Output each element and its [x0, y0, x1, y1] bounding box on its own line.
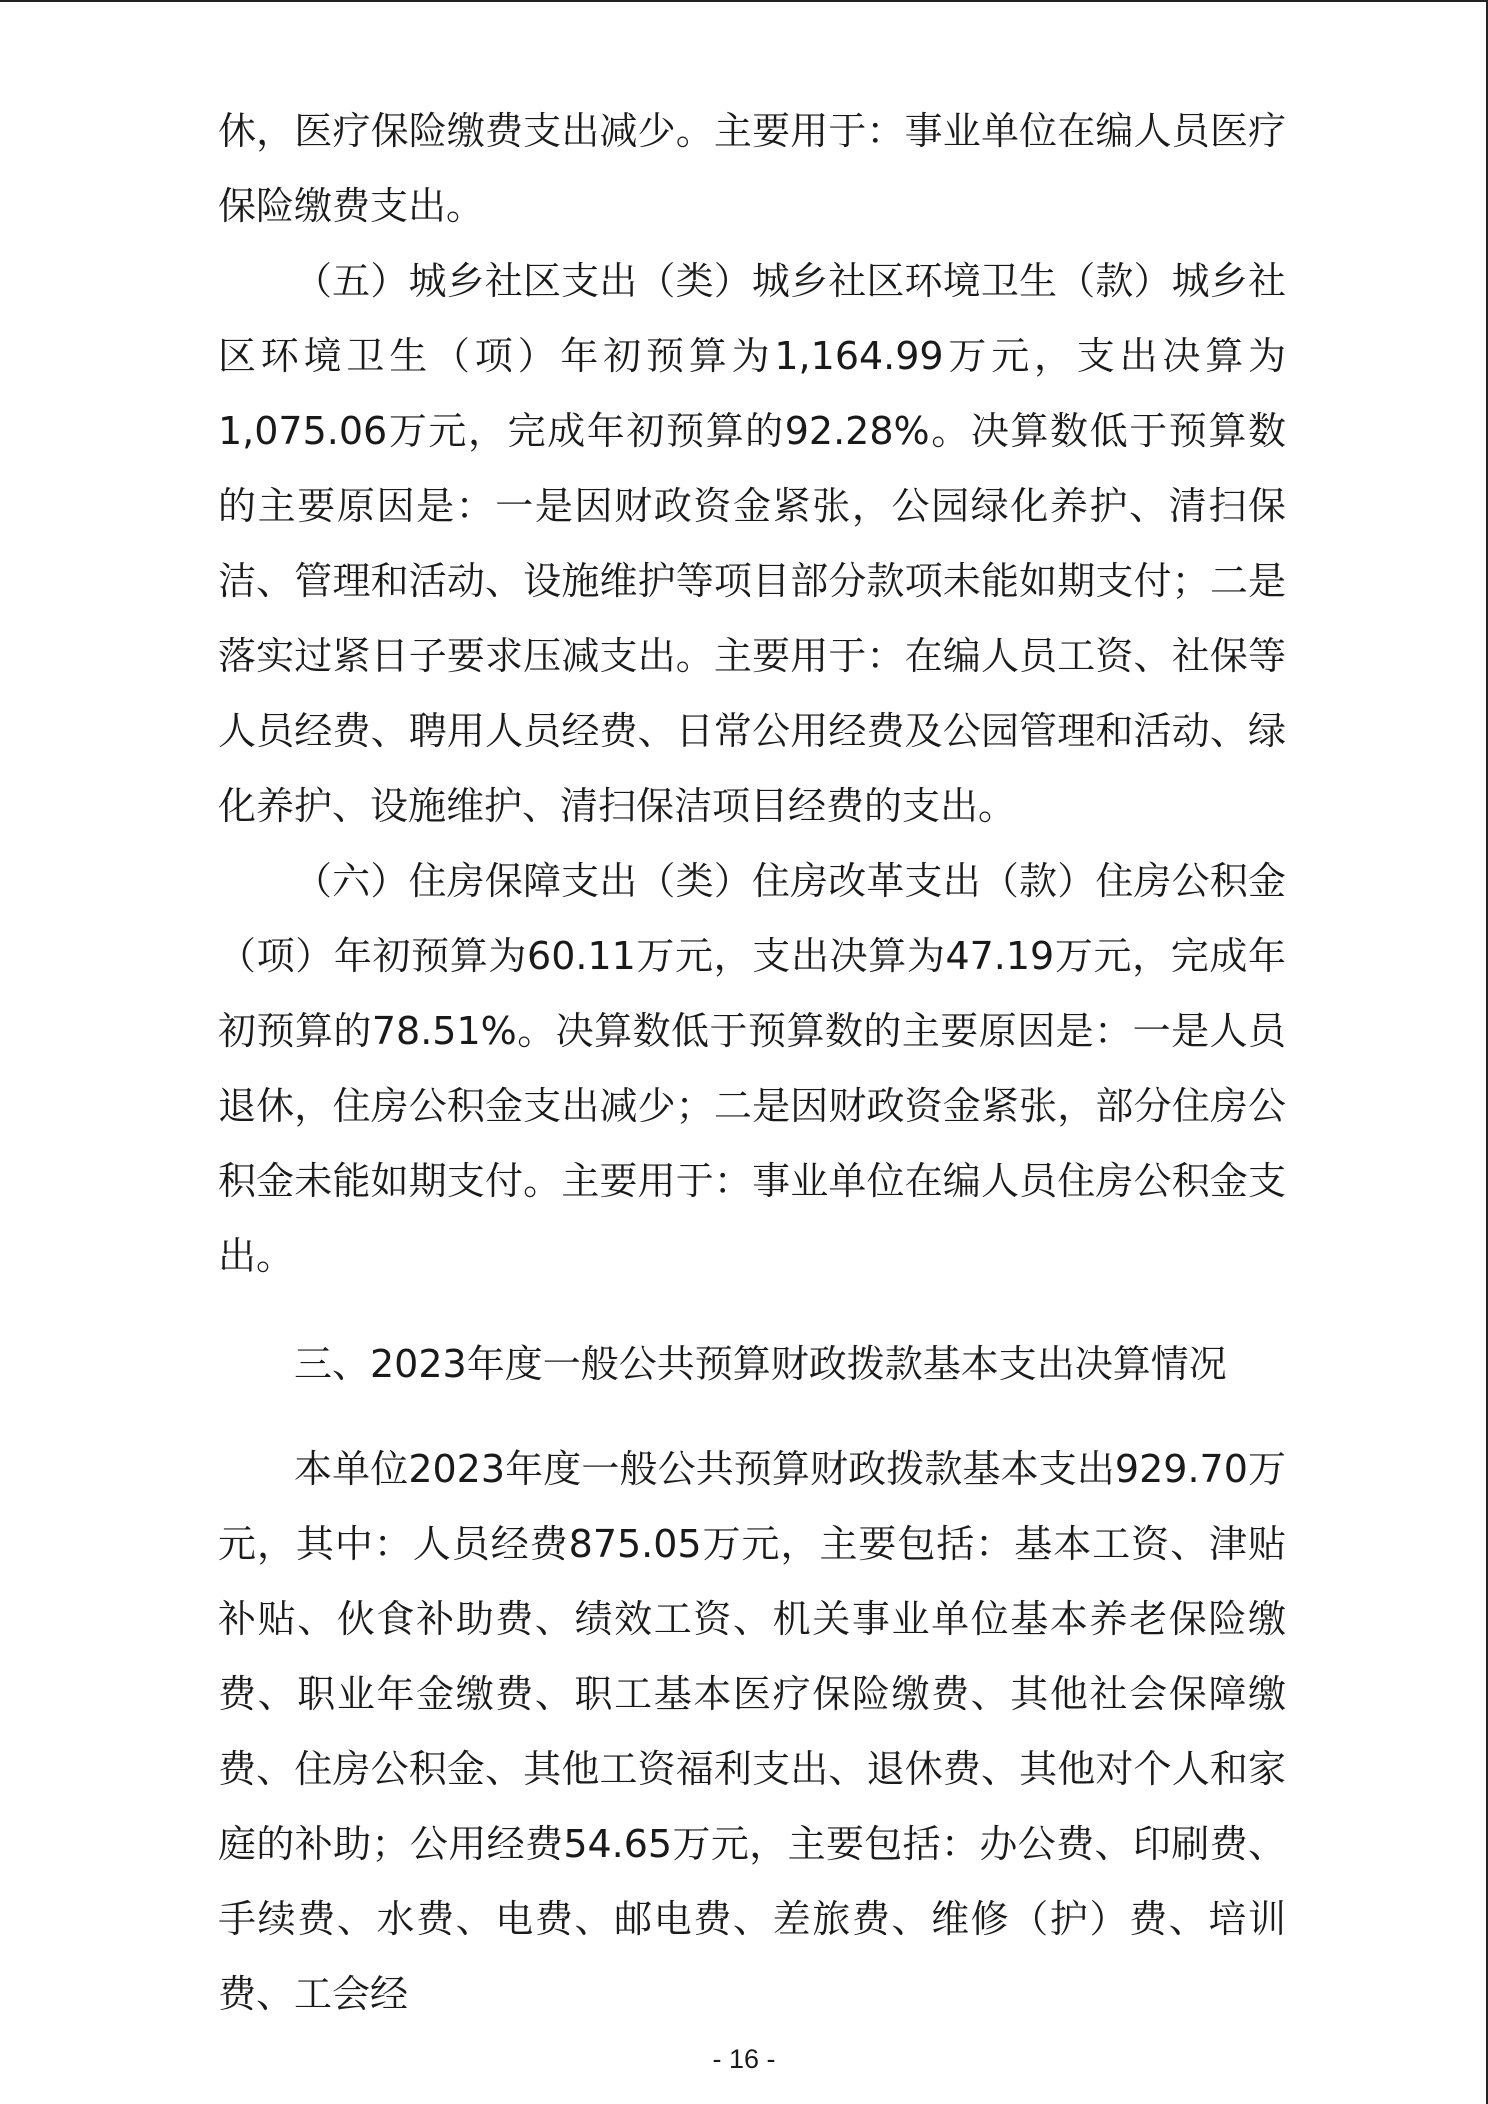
- paragraph-basic-expenditure: 本单位2023年度一般公共预算财政拨款基本支出929.70万元，其中：人员经费875.05万元，主要包括：基本工资、津贴补贴、伙食补助费、绩效工资、机关事业单位基本养老保险缴费、职业年金缴费、职工基本医疗保险缴费、其他社会保障缴费、住房公积金、其他工资福利支出、退休费、其他对个人和家庭的补助；公用经费54.65万元，主要包括：办公费、印刷费、手续费、水费、电费、邮电费、差旅费、维修（护）费、培训费、工会经: [218, 1447, 1286, 2016]
- paragraph-medical-insurance-continued: 休，医疗保险缴费支出减少。主要用于：事业单位在编人员医疗保险缴费支出。: [218, 109, 1286, 228]
- page-number: - 16 -: [712, 2044, 776, 2074]
- paragraph-housing-security: （六）住房保障支出（类）住房改革支出（款）住房公积金（项）年初预算为60.11万元，支出决算为47.19万元，完成年初预算的78.51%。决算数低于预算数的主要原因是：一是人员退休，住房公积金支出减少；二是因财政资金紧张，部分住房公积金未能如期支付。主要用于：事业单位在编人员住房公积金支出。: [218, 859, 1286, 1278]
- section-heading: 三、2023年度一般公共预算财政拨款基本支出决算情况: [294, 1342, 1227, 1386]
- document-body: [218, 94, 1286, 2032]
- paragraph-urban-rural-community: （五）城乡社区支出（类）城乡社区环境卫生（款）城乡社区环境卫生（项）年初预算为1,164.99万元，支出决算为1,075.06万元，完成年初预算的92.28%。决算数低于预算数的主要原因是：一是因财政资金紧张，公园绿化养护、清扫保洁、管理和活动、设施维护等项目部分款项未能如期支付；二是落实过紧日子要求压减支出。主要用于：在编人员工资、社保等人员经费、聘用人员经费、日常公用经费及公园管理和活动、绿化养护、设施维护、清扫保洁项目经费的支出。: [218, 259, 1286, 828]
